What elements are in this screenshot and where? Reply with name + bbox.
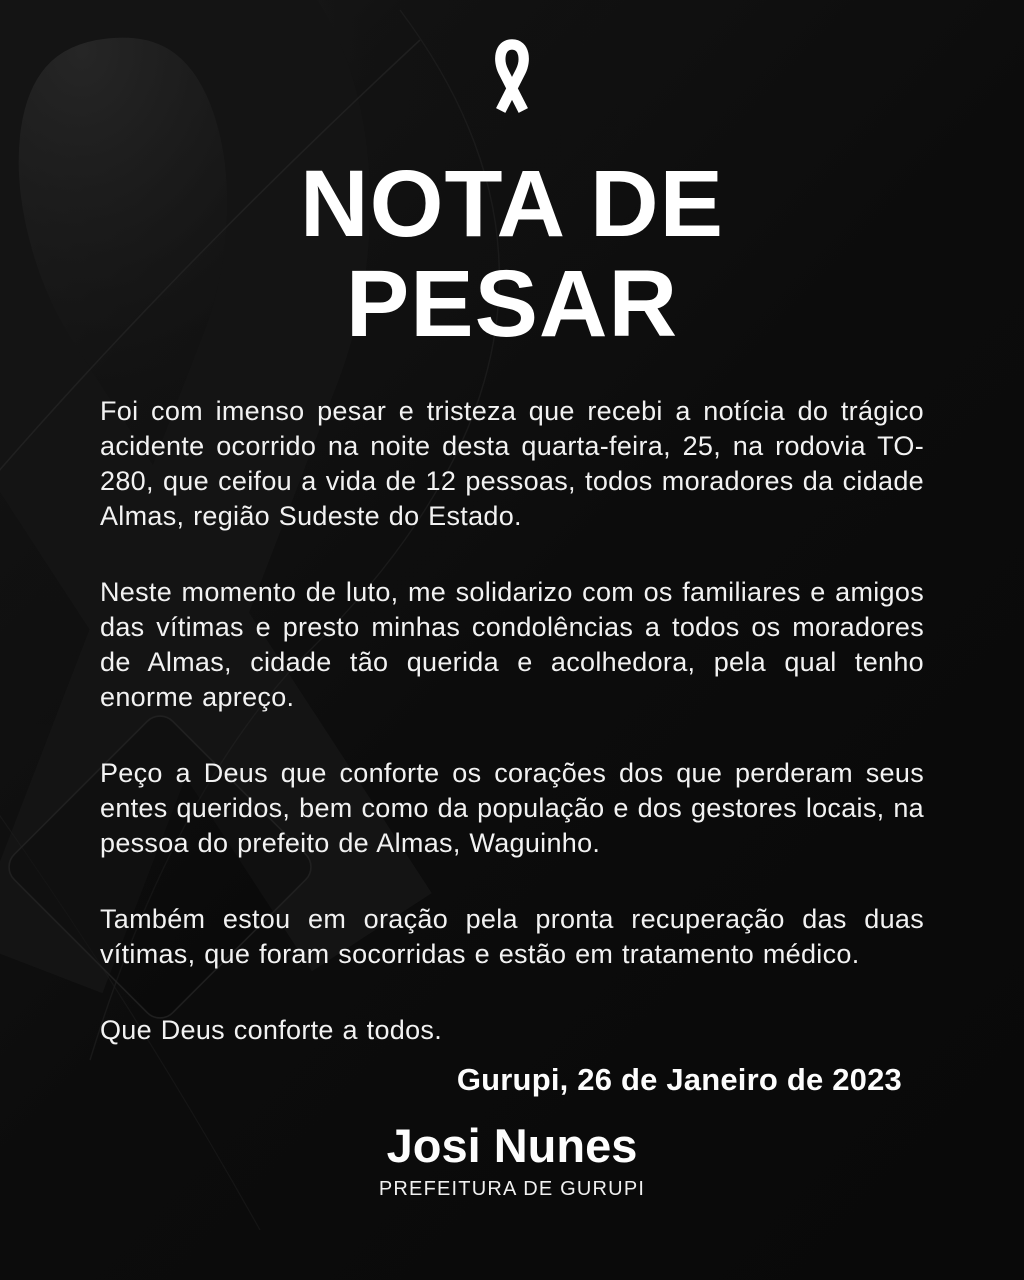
- paragraph-2: Neste momento de luto, me solidarizo com os familiares e amigos das vítimas e presto minhas condolências a todos os moradores de Almas, cidade tão querida e acolhedora, pela qual tenho enorme apreço.: [100, 577, 924, 712]
- condolence-text: [100, 394, 924, 1048]
- paragraph-1: Foi com imenso pesar e tristeza que recebi a notícia do trágico acidente ocorrido na noite desta quarta-feira, 25, na rodovia TO-280, que ceifou a vida de 12 pessoas, todos moradores da cidade Almas, região Sudeste do Estado.: [100, 396, 924, 531]
- title-line-1: NOTA DE: [300, 151, 724, 257]
- mourning-ribbon-icon: [100, 34, 924, 114]
- signature-org: PREFEITURA DE GURUPI: [378, 1178, 646, 1200]
- paragraph-3: Peço a Deus que conforte os corações dos que perderam seus entes queridos, bem como da população e dos gestores locais, na pessoa do prefeito de Almas, Waguinho.: [100, 758, 924, 858]
- signature-name: Josi Nunes: [386, 1119, 638, 1172]
- paragraph-4: Também estou em oração pela pronta recuperação das duas vítimas, que foram socorridas e estão em tratamento médico.: [100, 904, 924, 969]
- dateline: Gurupi, 26 de Janeiro de 2023: [456, 1062, 902, 1097]
- page-title: [100, 151, 924, 357]
- title-line-2: PESAR: [345, 251, 679, 357]
- paragraph-5: Que Deus conforte a todos.: [100, 1015, 442, 1045]
